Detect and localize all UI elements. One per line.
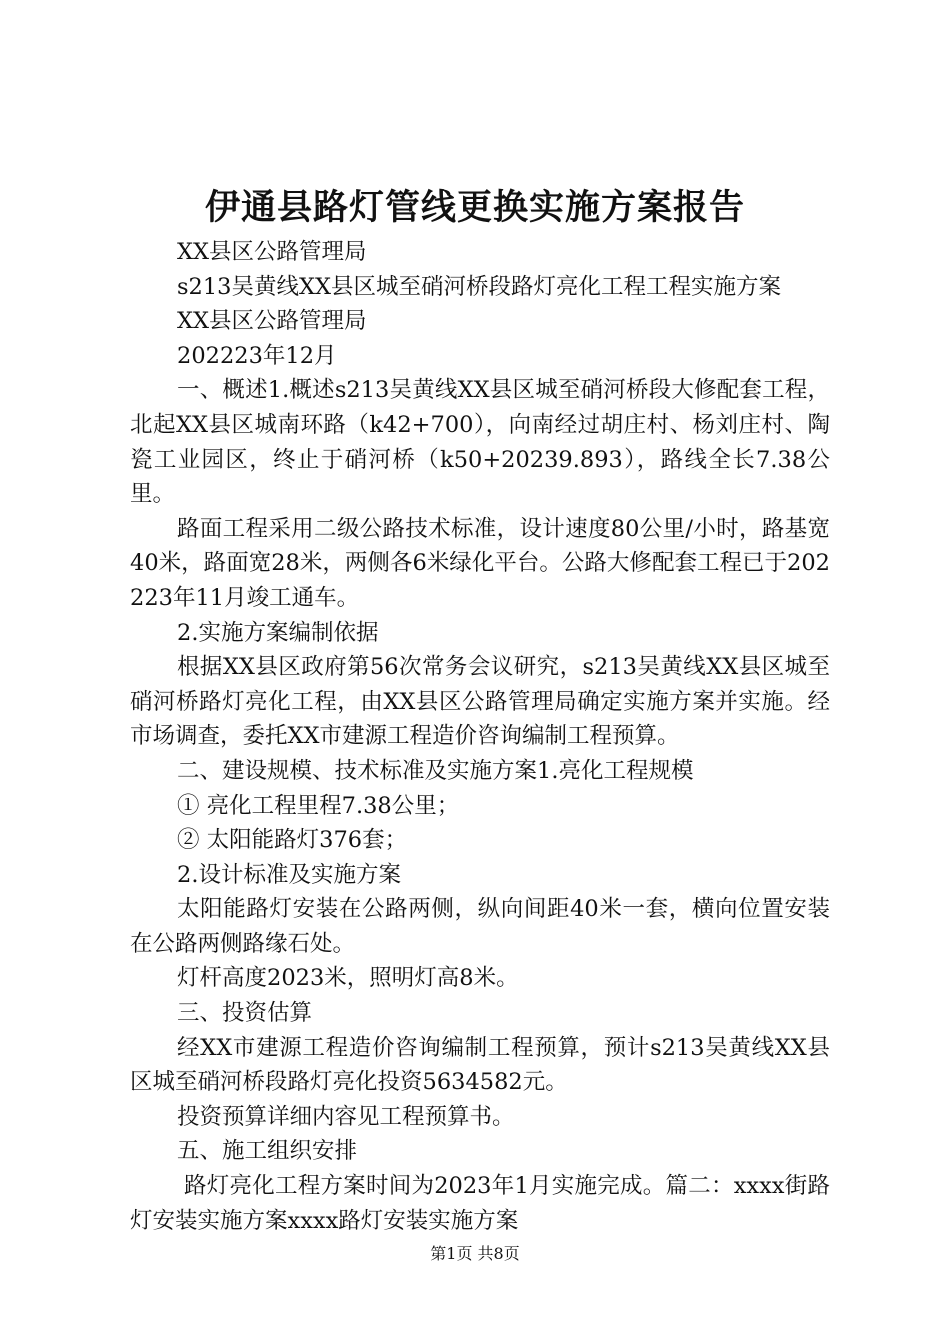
paragraph-road-standard: 路面工程采用二级公路技术标准，设计速度80公里/小时，路基宽40米，路面宽28米，两侧各6米绿化平台。公路大修配套工程已于202223年11月竣工通车。 xyxy=(130,515,830,611)
paragraph-schedule: 路灯亮化工程方案时间为2023年1月实施完成。篇二：xxxx街路灯安装实施方案xxxx路灯安装实施方案 xyxy=(130,1173,830,1234)
paragraph-scale-heading: 二、建设规模、技术标准及实施方案1.亮化工程规模 xyxy=(177,757,694,784)
paragraph-basis-heading: 2.实施方案编制依据 xyxy=(177,619,379,646)
paragraph-investment-heading: 三、投资估算 xyxy=(177,1000,313,1027)
paragraph-basis: 根据XX县区政府第56次常务会议研究，s213吴黄线XX县区城至硝河桥路灯亮化工程，由XX县区公路管理局确定实施方案并实施。经市场调查，委托XX市建源工程造价咨询编制工程预算。 xyxy=(130,654,830,750)
paragraph-issuer: XX县区公路管理局 xyxy=(177,239,367,265)
paragraph-issuer-repeat: XX县区公路管理局 xyxy=(177,308,367,335)
paragraph-pole-height: 灯杆高度2023米，照明灯高8米。 xyxy=(177,965,519,992)
page-title: 伊通县路灯管线更换实施方案报告 xyxy=(204,187,745,228)
paragraph-overview: 一、概述1.概述s213吴黄线XX县区城至硝河桥段大修配套工程，北起XX县区城南环路（k42+700），向南经过胡庄村、杨刘庄村、陶瓷工业园区，终止于硝河桥（k50+20239.893），路线全长7.38公里。 xyxy=(130,377,830,508)
paragraph-construction-heading: 五、施工组织安排 xyxy=(177,1138,358,1165)
paragraph-investment: 经XX市建源工程造价咨询编制工程预算，预计s213吴黄线XX县区城至硝河桥段路灯亮化投资5634582元。 xyxy=(130,1034,830,1096)
paragraph-project-name: s213吴黄线XX县区城至硝河桥段路灯亮化工程工程实施方案 xyxy=(177,273,782,300)
paragraph-budget-note: 投资预算详细内容见工程预算书。 xyxy=(177,1103,515,1130)
paragraph-design-heading: 2.设计标准及实施方案 xyxy=(177,861,401,888)
page-indicator: 第1页 共8页 xyxy=(430,1244,520,1263)
paragraph-date: 202223年12月 xyxy=(177,342,337,369)
paragraph-installation: 太阳能路灯安装在公路两侧，纵向间距40米一套，横向位置安装在公路两侧路缘石处。 xyxy=(130,896,830,957)
list-item-mileage: ① 亮化工程里程7.38公里； xyxy=(177,792,460,819)
list-item-lamps: ② 太阳能路灯376套； xyxy=(177,827,408,854)
document-body xyxy=(130,235,830,1238)
